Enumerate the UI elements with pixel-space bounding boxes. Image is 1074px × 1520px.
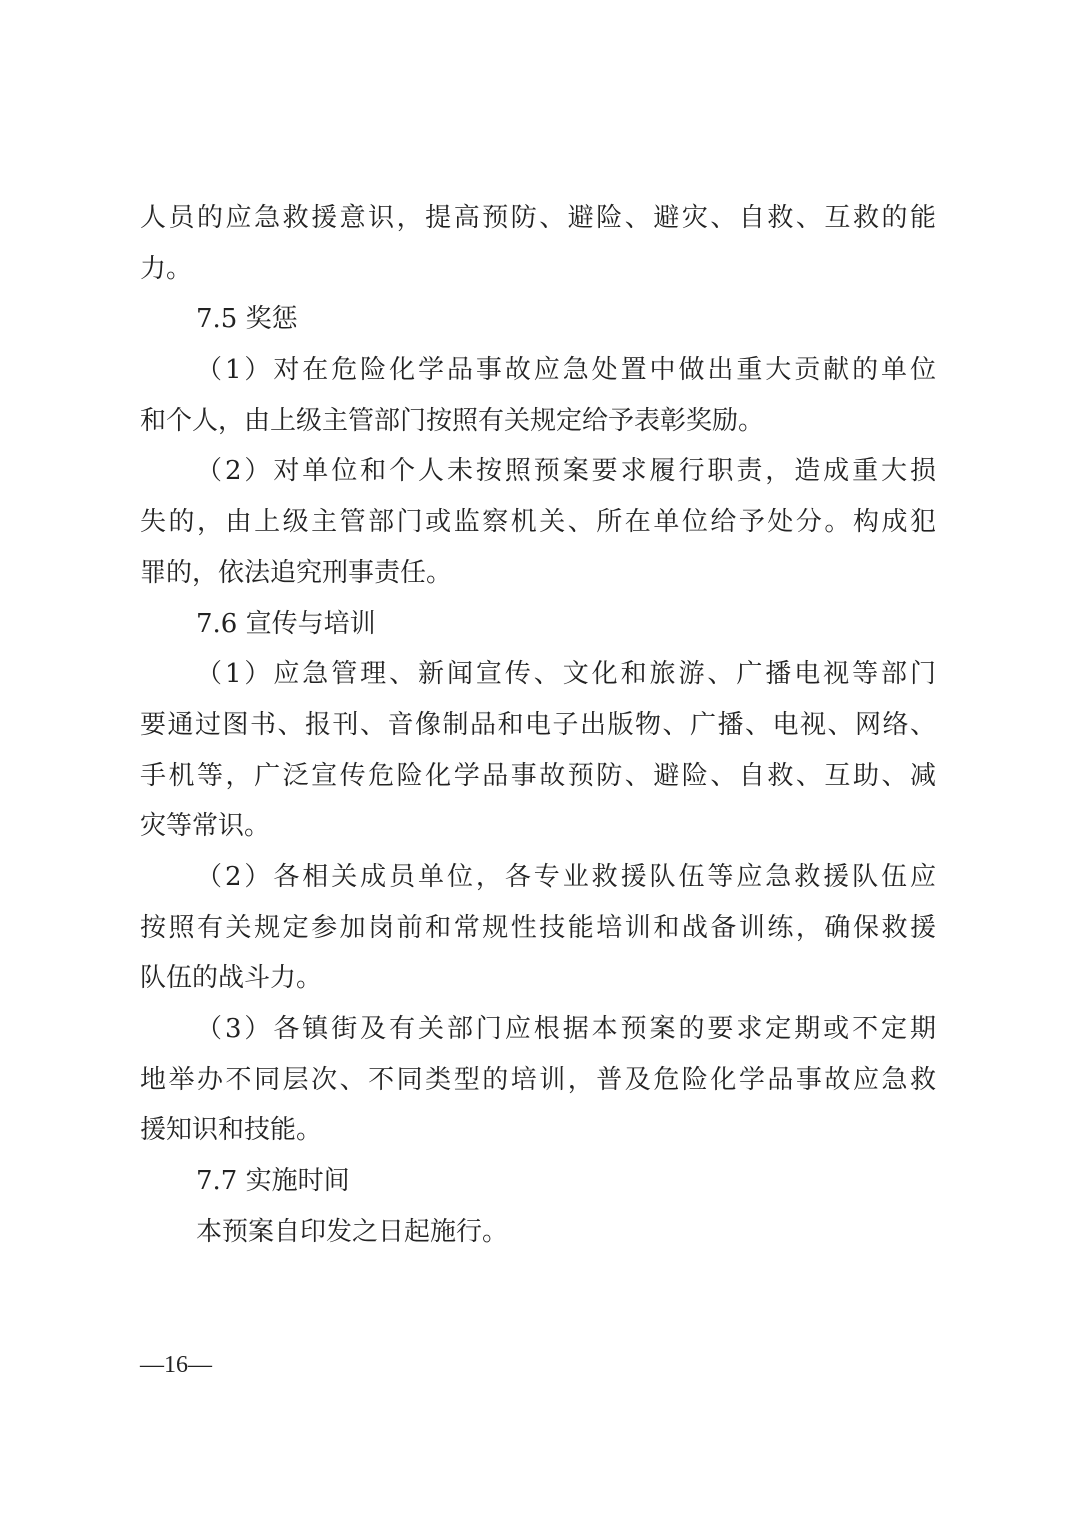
text-line: 7.6 宣传与培训 (196, 608, 376, 639)
text-line: 援知识和技能。 (140, 1115, 323, 1146)
text-line: 要通过图书、报刊、音像制品和电子出版物、广播、电视、网络、 (140, 709, 936, 740)
text-line: 失的，由上级主管部门或监察机关、所在单位给予处分。构成犯 (140, 507, 936, 538)
text-line: 地举办不同层次、不同类型的培训，普及危险化学品事故应急救 (140, 1064, 936, 1095)
text-line: （3）各镇街及有关部门应根据本预案的要求定期或不定期 (196, 1014, 936, 1044)
text-line: 和个人，由上级主管部门按照有关规定给予表彰奖励。 (140, 405, 765, 436)
text-line: 力。 (140, 253, 193, 284)
text-line: （1）对在危险化学品事故应急处置中做出重大贡献的单位 (196, 355, 936, 386)
text-line: 灾等常识。 (140, 811, 271, 842)
document-body (140, 193, 936, 1257)
text-line: 手机等，广泛宣传危险化学品事故预防、避险、自救、互助、减 (140, 760, 936, 791)
text-line: 队伍的战斗力。 (140, 963, 323, 994)
text-line: 按照有关规定参加岗前和常规性技能培训和战备训练，确保救援 (140, 912, 936, 943)
text-line: （2）各相关成员单位，各专业救援队伍等应急救援队伍应 (196, 861, 936, 892)
text-line: 罪的，依法追究刑事责任。 (140, 557, 453, 588)
text-line: 人员的应急救援意识，提高预防、避险、避灾、自救、互救的能 (140, 203, 936, 233)
text-line: 7.5 奖惩 (196, 304, 298, 335)
text-line: （2）对单位和个人未按照预案要求履行职责，造成重大损 (196, 456, 936, 487)
text-line: （1）应急管理、新闻宣传、文化和旅游、广播电视等部门 (196, 659, 936, 690)
page-number: —16— (140, 1352, 212, 1378)
text-line: 本预案自印发之日起施行。 (196, 1216, 509, 1247)
text-line: 7.7 实施时间 (196, 1166, 350, 1197)
